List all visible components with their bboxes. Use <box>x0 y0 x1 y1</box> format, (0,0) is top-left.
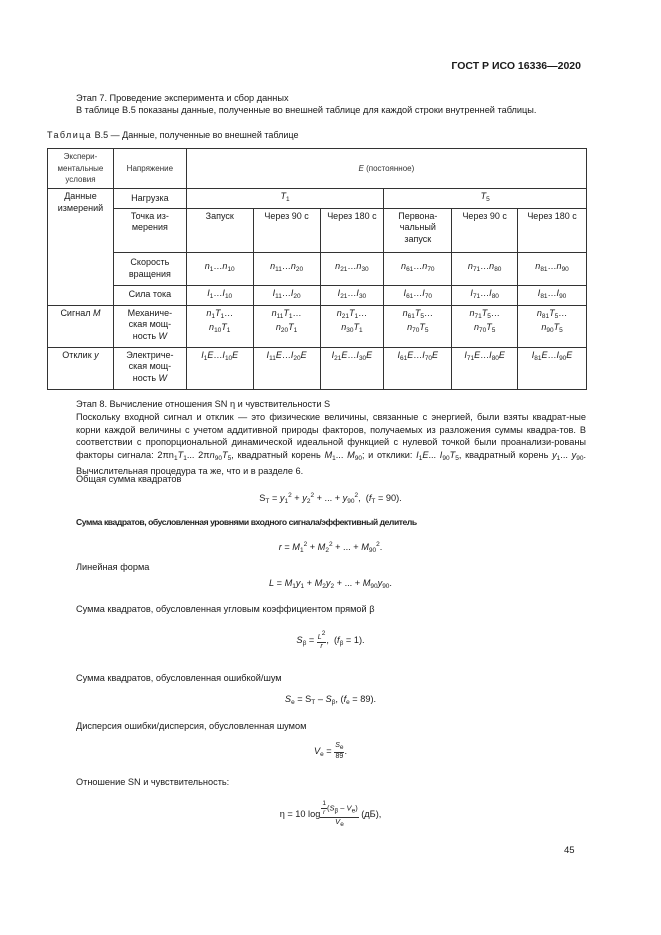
speed-cell: $n_{81}\dots n_{90}$ <box>518 252 587 285</box>
stage7-title: Этап 7. Проведение эксперимента и сбор данных <box>76 93 289 103</box>
point-cell: Через 90 с <box>452 208 518 252</box>
response-cell: $I_{11}E\dots I_{20}E$ <box>253 347 320 389</box>
total-label: Общая сумма квадратов <box>76 474 182 484</box>
response-cell: $I_{21}E\dots I_{30}E$ <box>320 347 384 389</box>
label-data: Данные измерений <box>48 189 114 306</box>
header-voltage: Напряжение <box>113 149 186 189</box>
response-cell: $I_{81}E\dots I_{90}E$ <box>518 347 587 389</box>
header-e-constant: E (постоянное) <box>186 149 586 189</box>
current-cell: $I_{11}\dots I_{20}$ <box>253 285 320 305</box>
signal-cell: $n_{21}T_1\dots$ $n_{30}T_1$ <box>320 305 384 347</box>
label-mech: Механиче- ская мощ- ность W <box>113 305 186 347</box>
point-cell: Запуск <box>186 208 253 252</box>
label-signal: Сигнал M <box>48 305 114 347</box>
table-caption: Таблица В.5 — Данные, полученные во внешней таблице <box>47 130 299 140</box>
current-cell: $I_{81}\dots I_{90}$ <box>518 285 587 305</box>
label-load: Нагрузка <box>113 189 186 209</box>
standard-header: ГОСТ Р ИСО 16336—2020 <box>451 60 581 72</box>
response-cell: $I_{71}E\dots I_{80}E$ <box>452 347 518 389</box>
stage7-text: В таблице В.5 показаны данные, полученные во внешней таблице для каждой строки внутренней таблицы. <box>76 105 537 115</box>
stage8-paragraph: Поскольку входной сигнал и отклик — это физические величины, связанные с энергией, были взяты квадрат-ные корни каждой величины с учетом аддитивной природы факторов, получаемых из разложения суммы квадра-тов. В соответствии с пропорциональной динамической идеальной функцией с нулевой точкой были проанализи-рованы факторы сигнала: $2\pi n_1T_1$... $2\pi n_{90}T_5$, квадратный корень $M_1$... $M_{90}$; и отклики: $I_1E$... $I_{90}T_5$, квадратный корень $y_1$... $y_{90}$. Вычислительная процедура та же, что и в разделе 6. <box>76 412 587 477</box>
beta-label: Сумма квадратов, обусловленная угловым коэффициентом прямой β <box>76 604 375 614</box>
label-current: Сила тока <box>113 285 186 305</box>
linear-label: Линейная форма <box>76 562 150 572</box>
signal-cell: $n_{71}T_5\dots$ $n_{70}T_5$ <box>452 305 518 347</box>
point-cell: Первона-чальный запуск <box>384 208 452 252</box>
error-label: Сумма квадратов, обусловленная ошибкой/шум <box>76 673 282 683</box>
bold-heading: Сумма квадратов, обусловленная уровнями входного сигнала/эффективный делитель <box>76 517 417 527</box>
signal-cell: $n_{61}T_5\dots$ $n_{70}T_5$ <box>384 305 452 347</box>
current-cell: $I_{61}\dots I_{70}$ <box>384 285 452 305</box>
response-cell: $I_1E\dots I_{10}E$ <box>186 347 253 389</box>
point-cell: Через 180 с <box>320 208 384 252</box>
label-speed: Скорость вращения <box>113 252 186 285</box>
speed-cell: $n_{61}\dots n_{70}$ <box>384 252 452 285</box>
formula-error: $S_e = S_T - S_\beta$, $(f_e = 89)$. <box>284 694 377 706</box>
sn-label: Отношение SN и чувствительность: <box>76 777 230 787</box>
table-b5 <box>47 148 587 390</box>
page-number: 45 <box>564 845 575 856</box>
label-elec: Электриче- ская мощ- ность W <box>113 347 186 389</box>
header-conditions: Экспери-ментальные условия <box>48 149 114 189</box>
signal-cell: $n_{81}T_5\dots$ $n_{90}T_5$ <box>518 305 587 347</box>
response-cell: $I_{61}E\dots I_{70}E$ <box>384 347 452 389</box>
signal-cell: $n_{11}T_1\dots$ $n_{20}T_1$ <box>253 305 320 347</box>
label-response: Отклик y <box>48 347 114 389</box>
formula-variance: $V_e$ = $\frac{S_e}{89}$ . <box>313 742 348 760</box>
formula-r: $r = M_1^2 + M_2^2$ + ... + $M_{90}^2$. <box>278 541 383 554</box>
formula-beta: $S_\beta$ = $\frac{L^2}{r}$ , $(f_\beta = 1)$. <box>296 630 365 650</box>
current-cell: $I_{71}\dots I_{80}$ <box>452 285 518 305</box>
formula-total: $S_T = y_1^2 + y_2^2$ + ... + $y_{90}^2$, $(f_T = 90)$. <box>259 492 402 505</box>
point-cell: Через 90 с <box>253 208 320 252</box>
point-cell: Через 180 с <box>518 208 587 252</box>
current-cell: $I_1\dots I_{10}$ <box>186 285 253 305</box>
speed-cell: $n_1\dots n_{10}$ <box>186 252 253 285</box>
formula-linear: $L = M_1y_1 + M_2y_2$ + ... + $M_{90}y_{90}$. <box>269 578 392 590</box>
load-t5: $T_5$ <box>384 189 587 209</box>
speed-cell: $n_{71}\dots n_{80}$ <box>452 252 518 285</box>
speed-cell: $n_{21}\dots n_{30}$ <box>320 252 384 285</box>
current-cell: $I_{21}\dots I_{30}$ <box>320 285 384 305</box>
stage8-title: Этап 8. Вычисление отношения SN η и чувствительности S <box>76 399 331 409</box>
label-point: Точка из-мерения <box>113 208 186 252</box>
variance-label: Дисперсия ошибки/дисперсия, обусловленная шумом <box>76 721 307 731</box>
load-t1: $T_1$ <box>186 189 384 209</box>
speed-cell: $n_{11}\dots n_{20}$ <box>253 252 320 285</box>
signal-cell: $n_1T_1\dots$ $n_{10}T_1$ <box>186 305 253 347</box>
formula-sn: η = 10 log $\frac{1}{r}$ $(S_\beta - V_e)$ $V_e$ (дБ), <box>279 800 382 828</box>
